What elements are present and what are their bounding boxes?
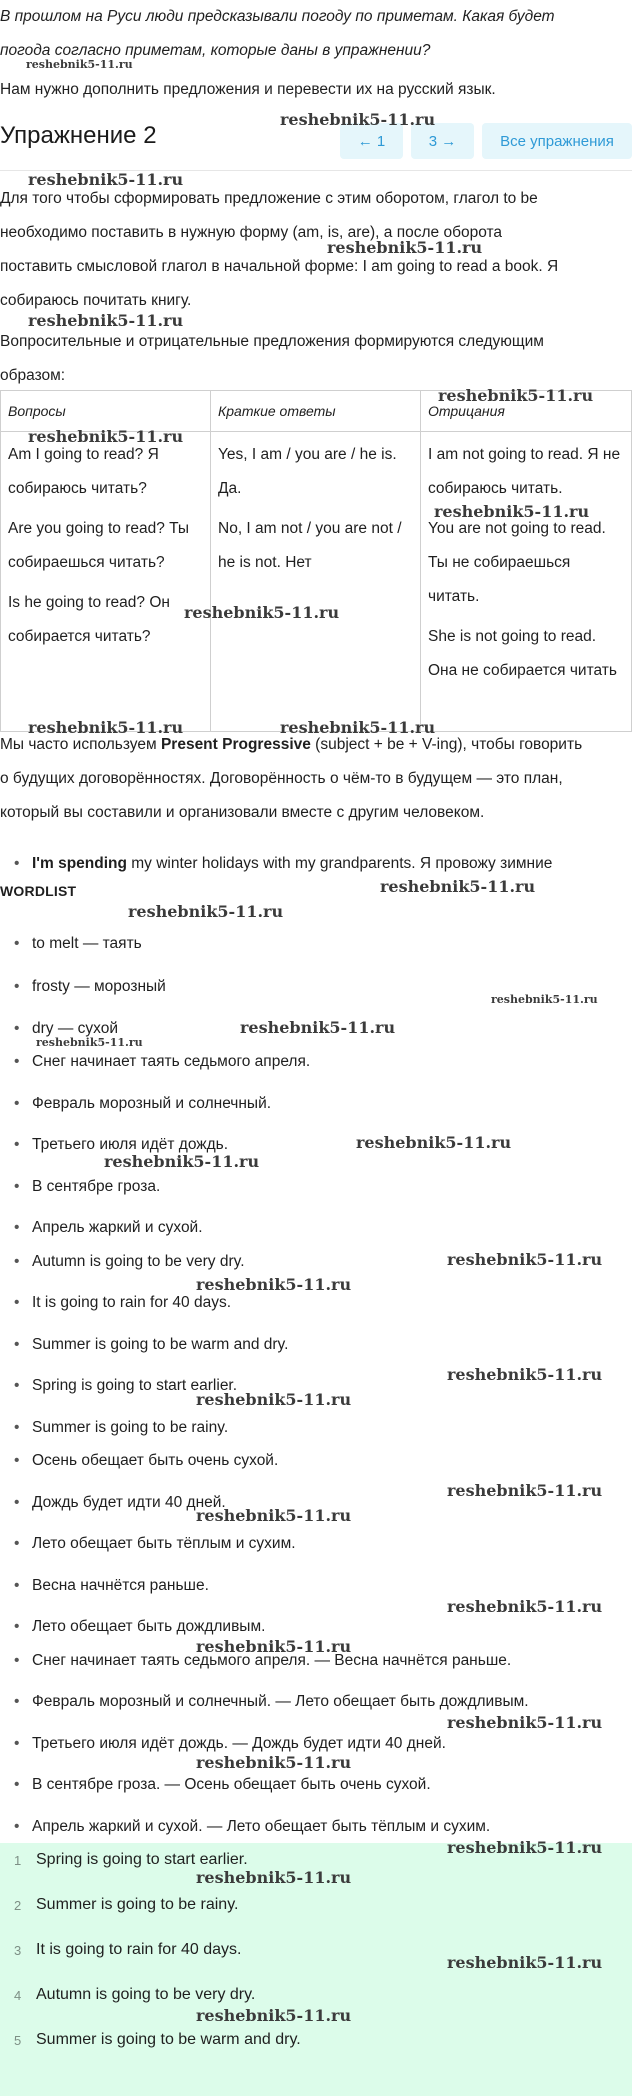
watermark: reshebnik5-11.ru [196, 2006, 352, 2025]
answer-number: 3 [14, 1943, 22, 1958]
progressive-text: (subject + be + V-ing), чтобы говорить [310, 736, 583, 753]
watermark: reshebnik5-11.ru [438, 386, 594, 405]
sign-item: • Третьего июля идёт дождь. [32, 1133, 228, 1157]
questions-cell [1, 432, 211, 732]
negations-cell [421, 432, 632, 732]
watermark: reshebnik5-11.ru [196, 1275, 352, 1294]
watermark: reshebnik5-11.ru [434, 502, 590, 521]
watermark: reshebnik5-11.ru [447, 1953, 603, 1972]
watermark: reshebnik5-11.ru [26, 58, 133, 71]
progressive-term: Present Progressive [160, 736, 311, 753]
watermark: reshebnik5-11.ru [184, 603, 340, 622]
watermark: reshebnik5-11.ru [240, 1018, 396, 1037]
wordlist-item: • dry — сухой [32, 1017, 118, 1041]
watermark: reshebnik5-11.ru [28, 718, 184, 737]
next-exercise-button[interactable]: 3 → [411, 123, 474, 159]
watermark: reshebnik5-11.ru [447, 1713, 603, 1732]
watermark: reshebnik5-11.ru [380, 877, 536, 896]
example-text: my winter holidays with my grandparents. Я провожу зимние [126, 855, 553, 872]
answer-item: Spring is going to start earlier. [36, 1851, 248, 1868]
grammar-line-3: поставить смысловой глагол в начальной форме: I am going to read a book. Я [0, 258, 559, 275]
prediction-ru-item: • Лето обещает быть дождливым. [32, 1615, 265, 1639]
watermark: reshebnik5-11.ru [356, 1133, 512, 1152]
wordlist-item: • to melt — таять [32, 932, 142, 956]
watermark: reshebnik5-11.ru [447, 1365, 603, 1384]
answer-number: 1 [14, 1853, 22, 1868]
table-header: Краткие ответы [211, 391, 421, 432]
pair-item: • Февраль морозный и солнечный. — Лето обещает быть дождливым. [32, 1690, 529, 1714]
sign-item: • Апрель жаркий и сухой. [32, 1216, 203, 1240]
progressive-line-2: о будущих договорённостях. Договорённость о чём-то в будущем — это план, [0, 770, 563, 787]
watermark: reshebnik5-11.ru [196, 1868, 352, 1887]
watermark: reshebnik5-11.ru [28, 427, 184, 446]
table-negation: She is not going to read. Она не собирается читать [428, 628, 617, 679]
pair-item: • Третьего июля идёт дождь. — Дождь будет идти 40 дней. [32, 1732, 446, 1756]
watermark: reshebnik5-11.ru [196, 1637, 352, 1656]
wordlist-title: WORDLIST [0, 883, 77, 899]
grammar-line-6: образом: [0, 367, 66, 384]
answer-item: Summer is going to be rainy. [36, 1896, 239, 1913]
table-question: Is he going to read? Он собирается читать? [8, 594, 170, 645]
watermark: reshebnik5-11.ru [447, 1481, 603, 1500]
prediction-ru-item: • Лето обещает быть тёплым и сухим. [32, 1532, 296, 1556]
watermark: reshebnik5-11.ru [447, 1597, 603, 1616]
table-answer: No, I am not / you are not / he is not. Нет [218, 520, 402, 571]
answer-item: Autumn is going to be very dry. [36, 1986, 256, 2003]
answer-item: Summer is going to be warm and dry. [36, 2031, 301, 2048]
prediction-en-item: • It is going to rain for 40 days. [32, 1291, 231, 1315]
table-answer: Yes, I am / you are / he is. Да. [218, 446, 397, 497]
pair-item: • Снег начинает таять седьмого апреля. — Весна начнётся раньше. [32, 1649, 511, 1673]
watermark: reshebnik5-11.ru [28, 170, 184, 189]
sign-item: • Февраль морозный и солнечный. [32, 1092, 271, 1116]
table-question: Are you going to read? Ты собираешься читать? [8, 520, 190, 571]
example-item [32, 852, 552, 876]
watermark: reshebnik5-11.ru [28, 311, 184, 330]
progressive-line-3: который вы составили и организовали вместе с другим человеком. [0, 804, 485, 821]
prediction-en-item: • Autumn is going to be very dry. [32, 1250, 245, 1274]
prev-exercise-button[interactable]: ← 1 [340, 123, 403, 159]
watermark: reshebnik5-11.ru [447, 1838, 603, 1857]
page-title: Упражнение 2 [0, 122, 157, 149]
watermark: reshebnik5-11.ru [280, 718, 436, 737]
table-header: Вопросы [1, 391, 211, 432]
prediction-ru-item: • Весна начнётся раньше. [32, 1574, 209, 1598]
answers-cell [211, 432, 421, 732]
prediction-ru-item: • Осень обещает быть очень сухой. [32, 1449, 278, 1473]
grammar-line-2: необходимо поставить в нужную форму (am, is, are), а после оборота [0, 224, 503, 241]
progressive-text: Мы часто используем [0, 736, 161, 753]
task-text: Нам нужно дополнить предложения и перевести их на русский язык. [0, 81, 496, 98]
wordlist-item: • frosty — морозный [32, 975, 166, 999]
watermark: reshebnik5-11.ru [196, 1506, 352, 1525]
grammar-line-5: Вопросительные и отрицательные предложения формируются следующим [0, 333, 544, 350]
watermark: reshebnik5-11.ru [280, 110, 436, 129]
question-line-1: В прошлом на Руси люди предсказывали погоду по приметам. Какая будет [0, 8, 555, 25]
watermark: reshebnik5-11.ru [196, 1753, 352, 1772]
watermark: reshebnik5-11.ru [104, 1152, 260, 1171]
grammar-line-1: Для того чтобы сформировать предложение с этим оборотом, глагол to be [0, 190, 538, 207]
grammar-line-4: собираюсь почитать книгу. [0, 292, 192, 309]
question-line-2: погода согласно приметам, которые даны в упражнении? [0, 42, 431, 59]
watermark: reshebnik5-11.ru [196, 1390, 352, 1409]
sign-item: • В сентябре гроза. [32, 1175, 160, 1199]
answer-number: 2 [14, 1898, 22, 1913]
watermark: reshebnik5-11.ru [36, 1036, 143, 1049]
table-negation: I am not going to read. Я не собираюсь читать. [428, 446, 621, 497]
prediction-en-item: • Summer is going to be rainy. [32, 1416, 228, 1440]
answer-number: 5 [14, 2033, 22, 2048]
prediction-ru-item: • Дождь будет идти 40 дней. [32, 1491, 226, 1515]
table-header: Отрицания [421, 391, 632, 432]
example-bold: I'm spending [32, 855, 127, 872]
answer-number: 4 [14, 1988, 22, 2003]
table-question: Am I going to read? Я собираюсь читать? [8, 446, 159, 497]
watermark: reshebnik5-11.ru [491, 993, 598, 1006]
pair-item: • Апрель жаркий и сухой. — Лето обещает быть тёплым и сухим. [32, 1815, 490, 1839]
watermark: reshebnik5-11.ru [128, 902, 284, 921]
prediction-en-item: • Summer is going to be warm and dry. [32, 1333, 288, 1357]
pair-item: • В сентябре гроза. — Осень обещает быть очень сухой. [32, 1773, 431, 1797]
watermark: reshebnik5-11.ru [447, 1250, 603, 1269]
all-exercises-button[interactable]: Все упражнения [482, 123, 632, 159]
answer-item: It is going to rain for 40 days. [36, 1941, 242, 1958]
table-negation: You are not going to read. Ты не собираешься читать. [428, 520, 606, 605]
watermark: reshebnik5-11.ru [327, 238, 483, 257]
prediction-en-item: • Spring is going to start earlier. [32, 1374, 237, 1398]
sign-item: • Снег начинает таять седьмого апреля. [32, 1050, 310, 1074]
